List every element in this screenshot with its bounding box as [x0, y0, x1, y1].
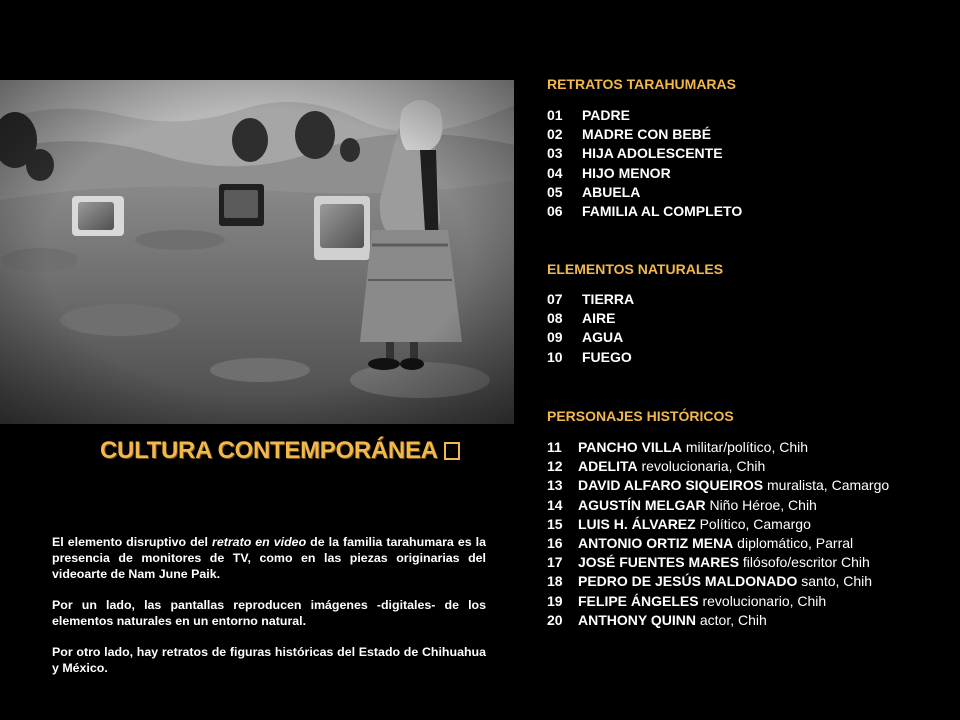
main-title: CULTURA CONTEMPORÁNEA [100, 437, 520, 465]
description-paragraph-2: Por un lado, las pantallas reproducen imágenes -digitales- de los elementos naturales en un entorno natural. [52, 598, 486, 628]
list-retratos [547, 106, 742, 221]
list-item: 20 ANTHONY QUINN actor, Chih [547, 611, 767, 628]
list-item: 05 ABUELA [547, 183, 641, 200]
list-item: 15 LUIS H. ÁLVAREZ Político, Camargo [547, 515, 811, 532]
section-title-personajes: PERSONAJES HISTÓRICOS [547, 408, 734, 424]
list-item: 08 AIRE [547, 310, 616, 327]
list-item: 04 HIJO MENOR [547, 164, 671, 181]
list-item: 06 FAMILIA AL COMPLETO [547, 202, 743, 219]
list-item: 10 FUEGO [547, 348, 632, 365]
description [52, 534, 486, 691]
list-item: 11 PANCHO VILLA militar/político, Chih [547, 439, 809, 455]
list-item: 12 ADELITA revolucionaria, Chih [547, 458, 766, 475]
photo-woman-tv-monitors [0, 80, 514, 424]
list-item: 17 JOSÉ FUENTES MARES filósofo/escritor Chih [547, 554, 870, 571]
description-paragraph-3: Por otro lado, hay retratos de figuras históricas del Estado de Chihuahua y México. [52, 645, 486, 675]
list-item: 07 TIERRA [547, 291, 635, 307]
square-icon [444, 442, 460, 460]
description-paragraph-1: El elemento disruptivo del retrato en video de la familia tarahumara es la presencia de monitores de TV, como en las piezas originarias del videoarte de Nam June Paik. [52, 535, 486, 581]
list-personajes [547, 438, 889, 630]
list-item: 13 DAVID ALFARO SIQUEIROS muralista, Camargo [547, 477, 890, 494]
list-item: 18 PEDRO DE JESÚS MALDONADO santo, Chih [547, 573, 873, 590]
list-item: 19 FELIPE ÁNGELES revolucionario, Chih [547, 592, 827, 609]
section-title-elementos: ELEMENTOS NATURALES [547, 261, 724, 277]
list-item: 01 PADRE [547, 107, 630, 123]
list-item: 02 MADRE CON BEBÉ [547, 126, 712, 143]
list-item: 16 ANTONIO ORTIZ MENA diplomático, Parral [547, 534, 854, 551]
list-item: 14 AGUSTÍN MELGAR Niño Héroe, Chih [547, 496, 817, 513]
list-item: 09 AGUA [547, 329, 624, 346]
list-elementos [547, 290, 634, 367]
list-item: 03 HIJA ADOLESCENTE [547, 145, 723, 162]
section-title-retratos: RETRATOS TARAHUMARAS [547, 76, 736, 92]
